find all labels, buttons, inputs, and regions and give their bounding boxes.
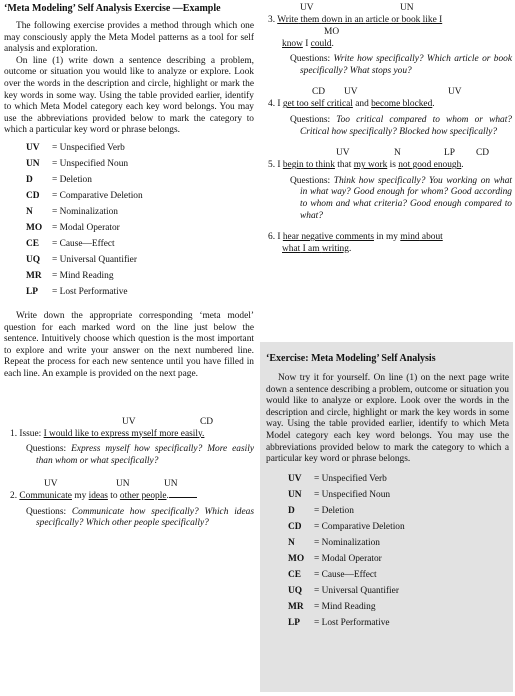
abbreviation-row [26,159,143,175]
abbreviation-row [26,207,143,223]
example-sentence: 2. Communicate my ideas to other people. [4,491,254,503]
abbreviation-meaning: = Universal Quantifier [314,585,399,596]
category-tag: CD [200,416,214,427]
category-tag: N [394,148,401,159]
abbreviation-meaning: = Deletion [314,505,354,516]
example-1 [4,417,254,468]
abbreviation-key: N [26,206,33,217]
category-tag: UV [122,416,136,427]
abbreviation-row [26,271,143,287]
abbreviation-row [288,538,405,554]
abbreviation-meaning: = Unspecified Verb [314,473,387,484]
exercise-title: ‘Exercise: Meta Modeling’ Self Analysis [266,353,436,364]
category-tag: MO [324,26,340,37]
abbreviation-meaning: = Universal Quantifier [52,254,137,265]
abbreviation-meaning: = Lost Performative [52,286,128,297]
abbreviation-row [288,602,405,618]
category-tag: UN [400,3,414,13]
abbreviation-row [288,474,405,490]
abbreviation-key: LP [26,286,38,297]
abbreviation-meaning: = Cause—Effect [52,238,115,249]
abbreviation-key: MO [26,222,43,233]
category-tag: UN [164,479,178,490]
abbreviation-meaning: = Mind Reading [52,270,114,281]
abbreviation-row [26,287,143,303]
exercise-box [260,342,513,692]
abbreviation-key: CE [288,569,302,580]
example-sentence: 5. I begin to think that my work is not good enough. [268,160,464,171]
abbreviation-key: MR [26,270,42,281]
abbreviation-row [288,522,405,538]
abbreviation-meaning: = Comparative Deletion [52,190,143,201]
abbreviation-row [26,239,143,255]
abbreviation-row [26,223,143,239]
abbreviation-key: D [26,174,33,185]
example-questions: Questions: Think how specifically? You working on what in what way? Good enough for whom? Good according to whom and what criteria? Good enough compared to what? [290,175,512,221]
abbreviation-row [288,554,405,570]
abbreviation-meaning: = Unspecified Verb [52,142,125,153]
abbreviation-key: UN [288,489,302,500]
instructions-paragraph: On line (1) write down a sentence describing a problem, outcome or situation you would like to analyze or explore. Look over the words in the description and circle, highlight or mark the key words in some way. Using the table provided earlier, identify to which Meta Model category each key word belongs. You may use the abbreviations provided below to mark the category to which a particular key word or phrase belongs. [4,55,254,136]
category-tag: UV [300,3,314,13]
example-questions: Questions: Write how specifically? Which article or book specifically? What stops you? [290,54,512,76]
abbreviation-meaning: = Modal Operator [314,553,382,564]
abbreviation-key: UQ [288,585,303,596]
abbreviation-key: N [288,537,295,548]
abbreviation-key: UV [26,142,40,153]
example-3: UV UN 3. Write them down in an article or book like I MO know I could. Questions: Write how specifically? Which article or book specifically? What stops you? [262,3,512,77]
example-6: 6. I hear negative comments in my mind about what I am writing. [262,232,512,255]
abbreviation-meaning: = Unspecified Noun [314,489,391,500]
category-tag: UV [336,148,350,159]
abbreviation-key: CD [288,521,302,532]
abbreviation-meaning: = Deletion [52,174,92,185]
abbreviation-row [288,506,405,522]
abbreviation-row [26,255,143,271]
category-tag: UN [116,479,130,490]
example-questions: Questions: Communicate how specifically? Which ideas specifically? Which other people specifically? [26,506,254,529]
abbreviation-row [288,618,405,634]
abbreviation-meaning: = Modal Operator [52,222,120,233]
abbreviation-key: LP [288,617,300,628]
abbreviation-row [26,143,143,159]
exercise-instructions: Now try it for yourself. On line (1) on the next page write down a sentence describing a problem, outcome or situation you would like to analyze or explore. Look over the words in the description and circle, highlight or mark the key words in some way. Using the table provided earlier, identify to which Meta Model category each key word belongs. You may use the abbreviations provided below to mark the category to which a particular key word or phrase belongs. [266,373,509,465]
abbreviation-meaning: = Comparative Deletion [314,521,405,532]
abbreviation-key: UV [288,473,302,484]
page-title: ‘Meta Modeling’ Self Analysis Exercise —Example [4,3,221,14]
abbreviation-row [288,570,405,586]
question-instructions-paragraph: Write down the appropriate corresponding ‘meta model’ question for each marked word on the line just below the sentence. Intuitively choose which question is the most important to explore and write your answer on the next numbered line. Repeat the process for each new sentence until you have filled in each line. An example is provided on the next page. [4,310,254,379]
abbreviation-meaning: = Cause—Effect [314,569,377,580]
abbreviation-key: UN [26,158,40,169]
abbreviation-meaning: = Nominalization [314,537,380,548]
example-questions: Questions: Too critical compared to whom or what? Critical how specifically? Blocked how specifically? [290,114,512,137]
abbreviation-key: D [288,505,295,516]
abbreviation-row [26,175,143,191]
example-sentence: 3. Write them down in an article or book like I [268,15,443,25]
right-column [262,0,512,255]
abbreviation-meaning: = Mind Reading [314,601,376,612]
example-2 [4,479,254,530]
abbreviation-key: MO [288,553,305,564]
category-tag: CD [476,148,490,159]
example-sentence: 4. I get too self critical and become blocked. [268,99,435,110]
abbreviation-key: CE [26,238,40,249]
example-5 [262,148,512,222]
example-4 [262,87,512,138]
abbreviation-row [26,191,143,207]
example-sentence: 1. Issue: I would like to express myself more easily. [10,428,205,439]
abbreviation-meaning: = Unspecified Noun [52,158,129,169]
abbreviation-key: MR [288,601,304,612]
category-tag: UV [44,479,58,490]
category-tag: UV [344,87,358,98]
category-tag: CD [312,87,326,98]
abbreviation-row [288,490,405,506]
category-tag: UV [448,87,462,98]
abbreviation-meaning: = Nominalization [52,206,118,217]
abbreviation-key: CD [26,190,40,201]
abbreviation-table [26,143,143,303]
example-questions: Questions: Express myself how specifically? More easily than whom or what specifically? [26,444,254,466]
category-tag: LP [444,148,455,159]
example-sentence: 6. I hear negative comments in my mind about [268,232,443,243]
abbreviation-key: UQ [26,254,41,265]
exercise-abbreviation-table [288,474,405,634]
abbreviation-row [288,586,405,602]
left-column [4,0,254,530]
intro-paragraph: The following exercise provides a method through which one may consciously apply the Meta Model patterns as a tool for self analysis and exploration. [4,21,254,55]
abbreviation-meaning: = Lost Performative [314,617,390,628]
